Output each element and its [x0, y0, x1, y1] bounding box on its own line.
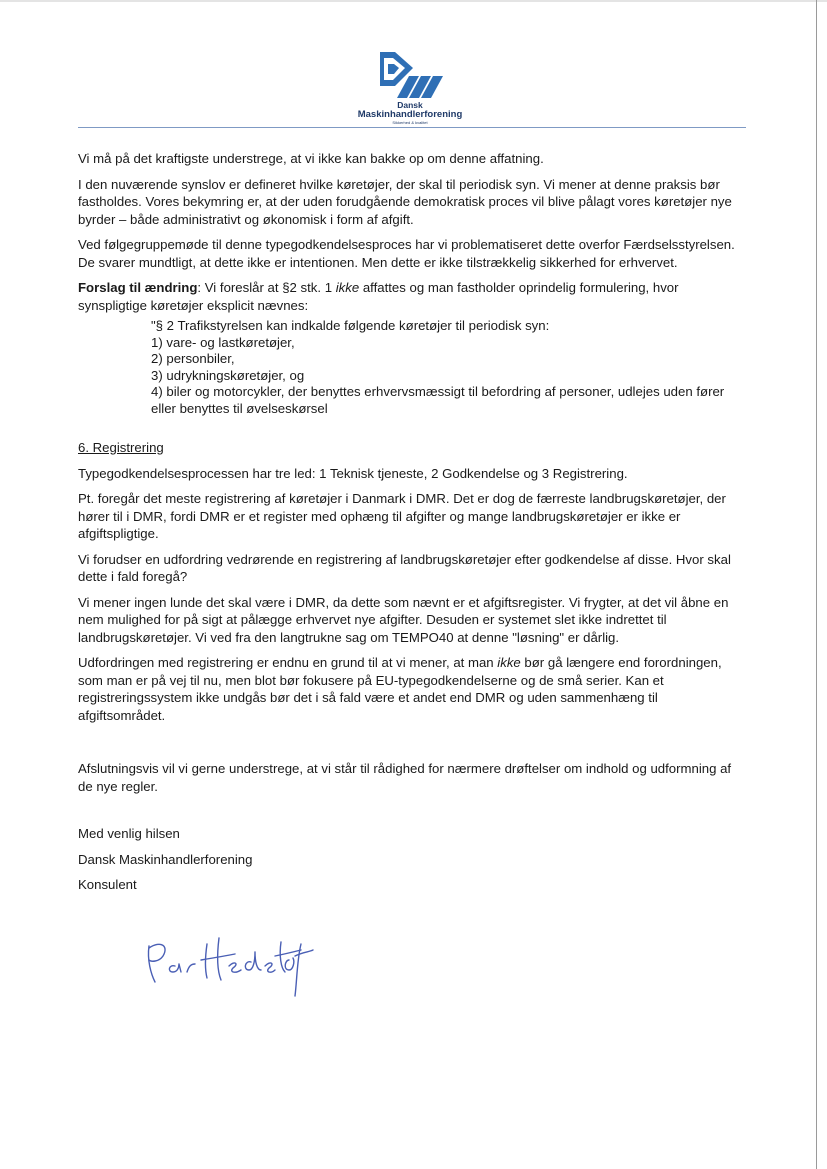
- header-divider: [78, 127, 746, 128]
- legal-quote: [151, 318, 746, 417]
- letterhead-org-line1: Dansk: [397, 100, 423, 110]
- paragraph-5: Typegodkendelsesprocessen har tre led: 1 Teknisk tjeneste, 2 Godkendelse og 3 Registrering.: [78, 465, 628, 481]
- closing-greeting: Med venlig hilsen: [78, 826, 180, 841]
- paragraph-proposal: [78, 279, 746, 314]
- paragraph-6: Pt. foregår det meste registrering af køretøjer i Danmark i DMR. Det er dog de færreste landbrugskøretøjer, der hører til i DMR, fordi DMR er et register med ophæng til afgifter og mange landbrugskøretøjer er ikke er afgiftspligtige.: [78, 491, 726, 541]
- letter-body: [78, 150, 746, 894]
- paragraph-closing: Afslutningsvis vil vi gerne understrege, at vi står til rådighed for nærmere drøftelser om indhold og udformning af de nye regler.: [78, 761, 732, 794]
- paragraph-9-b: bør gå længere end forordningen, som man er på vej til nu, men blot bør fokusere på EU-typegodkendelserne og de små serier. Kan et registreringssystem ikke undgås bør det i så fald være et andet end DMR og uden sammenhæng til afgiftsområdet.: [78, 655, 722, 723]
- proposal-text-a: : Vi foreslår at §2 stk. 1: [197, 280, 336, 295]
- quote-line-3: 2) personbiler,: [151, 351, 235, 366]
- proposal-label: Forslag til ændring: [78, 280, 198, 295]
- page-edge: [0, 0, 827, 2]
- paragraph-9-emphasis: ikke: [497, 655, 521, 670]
- company-logo-icon: [375, 50, 445, 100]
- paragraph-3: Ved følgegruppemøde til denne typegodkendelsesproces har vi problematiseret dette overfor Færdselsstyrelsen. De svarer mundtligt, at dette ikke er intentionen. Men dette er ikke tilstrækkelig sikkerhed for erhvervet.: [78, 237, 735, 270]
- paragraph-9: [78, 654, 746, 724]
- paragraph-9-a: Udfordringen med registrering er endnu en grund til at vi mener, at man: [78, 655, 498, 670]
- paragraph-7: Vi forudser en udfordring vedrørende en registrering af landbrugskøretøjer efter godkendelse af disse. Hvor skal dette i fald foregå?: [78, 551, 731, 584]
- page-edge-right: [816, 0, 817, 1169]
- closing-title: Konsulent: [78, 877, 137, 892]
- signature-icon: [135, 930, 315, 1000]
- letterhead-org-line2: Maskinhandlerforening: [357, 109, 463, 120]
- paragraph-1: Vi må på det kraftigste understrege, at vi ikke kan bakke op om denne affatning.: [78, 151, 544, 166]
- letterhead-logo: [340, 50, 480, 125]
- paragraph-2: I den nuværende synslov er defineret hvilke køretøjer, der skal til periodisk syn. Vi mener at denne praksis bør fastholdes. Vores bekymring er, at der uden forudgående demokratisk proces vil blive pålagt vores køretøjer nye byrder – både administrativt og økonomisk i form af afgift.: [78, 176, 732, 227]
- paragraph-8: Vi mener ingen lunde det skal være i DMR, da dette som nævnt er et afgiftsregister. Vi frygter, at det vil åbne en nem mulighed for på sigt at pålægge erhvervet nye afgifter. Desuden er systemet slet ikke indrettet til landbrugskøretøjer. Vi ved fra den langtrukne sag om TEMPO40 at denne "løsning" er dårlig.: [78, 594, 729, 645]
- letterhead-tagline: Sikkerhed & kvalitet: [392, 120, 428, 125]
- section-heading: 6. Registrering: [78, 440, 164, 455]
- handwritten-signature: [135, 930, 315, 1000]
- proposal-text-b: affattes og man fastholder oprindelig formulering, hvor synspligtige køretøjer eksplicit nævnes:: [78, 280, 679, 313]
- proposal-emphasis: ikke: [335, 280, 360, 295]
- quote-line-2: 1) vare- og lastkøretøjer,: [151, 334, 295, 350]
- quote-line-5: 4) biler og motorcykler, der benyttes erhvervsmæssigt til befordring af personer, udlejes uden fører eller benyttes til øvelseskørsel: [151, 384, 725, 416]
- closing-organization: Dansk Maskinhandlerforening: [78, 851, 253, 867]
- quote-line-4: 3) udrykningskøretøjer, og: [151, 367, 305, 383]
- quote-line-1: "§ 2 Trafikstyrelsen kan indkalde følgende køretøjer til periodisk syn:: [151, 318, 550, 333]
